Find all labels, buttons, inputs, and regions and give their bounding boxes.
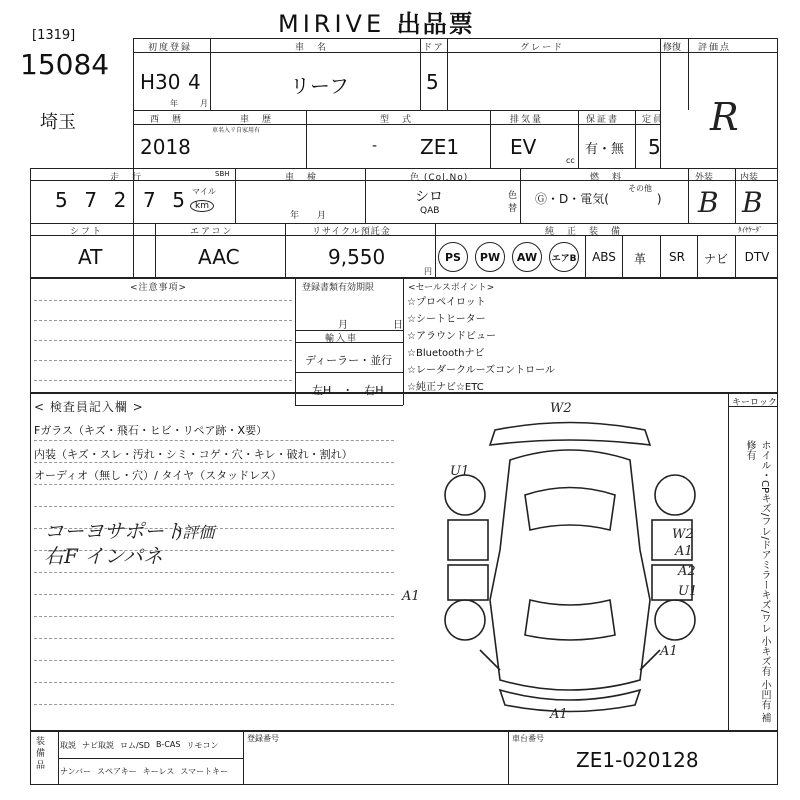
- sales-point: ☆純正ナビ☆ETC: [407, 382, 484, 393]
- mileage-digit: 7: [84, 188, 98, 212]
- sales-point: ☆Bluetoothナビ: [407, 348, 485, 359]
- acc-manual: 取説: [60, 741, 76, 750]
- yen-unit: 円: [424, 267, 432, 276]
- acc-rom-sd: ロム/SD: [120, 741, 150, 750]
- interior-grade: B: [742, 186, 763, 219]
- equip-sunroof: SR: [669, 250, 685, 264]
- lot-region: 埼玉: [40, 112, 76, 133]
- equip-dtv: DTV: [744, 250, 770, 264]
- acc-remote: リモコン: [186, 741, 219, 750]
- form-title: 出品票: [396, 10, 475, 38]
- label-sales-points: <セールスポイント>: [408, 283, 495, 293]
- label-history: 車 歴: [240, 115, 274, 125]
- equip-abs: ABS: [592, 250, 616, 264]
- mark-rear-bumper: A1: [660, 644, 678, 659]
- equip-pw: PW: [475, 242, 505, 272]
- color-code: QAB: [420, 206, 440, 216]
- doors-value: 5: [426, 70, 439, 94]
- label-reg-deadline: 登録書類有効期限: [302, 283, 375, 293]
- acc-smart-key: スマートキー: [180, 767, 229, 776]
- mileage-digit: 5: [55, 188, 68, 212]
- label-eval: 評価点: [698, 43, 732, 53]
- label-key-lock: キーロック: [732, 398, 777, 408]
- notes-grid: [30, 278, 778, 393]
- mark-left-front: U1: [450, 464, 470, 479]
- vertical-damage-note: ホイル・CPキズ/フレ/ドアミラーキズ/ワレ 小キズ有 小凹有 補修有: [744, 440, 770, 723]
- accessories-row-2: [60, 766, 228, 777]
- label-inspection: 車 検: [285, 173, 319, 183]
- mark-windshield: W2: [550, 401, 572, 416]
- mark-right-door: W2: [672, 527, 694, 542]
- fuel-other: その他: [628, 184, 652, 193]
- label-exterior: 外装: [695, 173, 714, 183]
- reg-day: 日: [393, 320, 403, 331]
- equip-ps: PS: [438, 242, 468, 272]
- capacity-value: 5: [648, 135, 661, 159]
- sales-point: ☆アラウンドビュー: [407, 331, 496, 342]
- mileage-digit: 7: [142, 188, 156, 212]
- equip-aw: AW: [512, 242, 542, 272]
- handle-side: 左H ・ 右H: [312, 384, 384, 397]
- exterior-grade: B: [698, 186, 719, 219]
- inspector-audio: オーディオ（無し・穴）/ タイヤ（スタッドレス）: [34, 469, 282, 482]
- cc-unit: cc: [566, 156, 575, 165]
- label-option: ﾀｲﾔｹｰﾀﾞ: [738, 226, 763, 234]
- acc-navi-manual: ナビ取説: [82, 741, 114, 750]
- sales-point: ☆プロペイロット: [407, 297, 486, 308]
- label-doors: ドア: [423, 43, 445, 53]
- label-capacity: 定員: [642, 115, 665, 125]
- inspector-interior: 内装（キズ・スレ・汚れ・シミ・コゲ・穴・キレ・破れ・割れ）: [34, 448, 353, 461]
- label-recycle: リサイクル預託金: [312, 227, 391, 237]
- sales-point: ☆シートヒーター: [407, 314, 486, 325]
- model-dash: -: [372, 138, 378, 154]
- accessories-row-1: [60, 740, 218, 751]
- label-aircon: エアコン: [190, 227, 234, 237]
- warranty-value: 有・無: [585, 142, 625, 157]
- label-year: 西 暦: [150, 115, 184, 125]
- first-reg-month: 4: [188, 70, 201, 94]
- car-damage-diagram: [402, 400, 720, 725]
- chassis-number: ZE1-020128: [576, 748, 699, 772]
- label-shift: シフト: [70, 227, 104, 237]
- brand-logo: [278, 4, 475, 39]
- label-mileage: 走 行: [110, 173, 144, 183]
- label-warranty: 保証書: [586, 115, 620, 125]
- mark-right-rear: A2: [678, 564, 696, 579]
- equip-airbag: エアB: [549, 242, 579, 272]
- label-car-name: 車 名: [295, 43, 329, 53]
- label-grade: グレード: [520, 43, 565, 53]
- label-chassis-no: 車台番号: [512, 734, 544, 743]
- handwritten-note-2: 右F インパネ: [44, 544, 163, 568]
- inspection-date: 年 月: [290, 211, 327, 221]
- inspector-glass: Fガラス（キズ・飛石・ヒビ・リペア跡・X要）: [34, 424, 268, 437]
- mile-unit: マイル: [192, 187, 216, 196]
- car-name: リーフ: [290, 74, 349, 98]
- acc-bcas: B-CAS: [155, 740, 181, 749]
- acc-spare-key: スペアキー: [97, 767, 137, 776]
- mark-rear: A1: [550, 707, 568, 722]
- brand-name: MIRIVE: [278, 10, 386, 38]
- model-value: ZE1: [420, 135, 460, 159]
- fuel-value: Ⓖ・D・電気( ): [535, 192, 662, 206]
- lot-number: 15084: [20, 48, 110, 81]
- label-register-no: 登録番号: [247, 734, 279, 743]
- sales-point: ☆レーダークルーズコントロール: [407, 365, 555, 376]
- mileage-digits: [55, 188, 185, 212]
- month-unit: 月: [200, 99, 208, 108]
- label-color: 色 (Col.No): [410, 173, 469, 183]
- handwritten-note-1: コーヨサポート: [44, 519, 184, 543]
- color-value: シロ: [415, 189, 443, 205]
- equip-leather: 革: [633, 252, 646, 266]
- label-fuel: 燃 料: [590, 173, 624, 183]
- equip-navi: ナビ: [703, 252, 728, 266]
- label-displacement: 排気量: [510, 115, 544, 125]
- year-value: 2018: [140, 135, 191, 159]
- shift-value: AT: [78, 245, 103, 269]
- label-inspector: < 検査員記入欄 >: [34, 400, 144, 414]
- recycle-value: 9,550: [328, 245, 386, 269]
- label-import: 輸入車: [325, 334, 359, 344]
- mark-left-rear: A1: [402, 589, 420, 604]
- handwritten-note-3: )評価: [176, 523, 215, 542]
- label-accessories: 装備品: [36, 737, 46, 771]
- year-unit: 年: [170, 99, 178, 108]
- label-history-sub: 車名入リ自家用有: [212, 127, 261, 134]
- label-mileage-unit: SBH: [215, 170, 230, 178]
- aircon-value: AAC: [198, 245, 240, 269]
- label-interior: 内装: [740, 173, 759, 183]
- import-dealer: ディーラー・並行: [305, 354, 393, 367]
- lot-code: [1319]: [32, 28, 76, 43]
- label-repair: 修復: [663, 43, 682, 53]
- first-reg-era: H30: [140, 70, 181, 94]
- label-first-reg: 初度登録: [148, 43, 193, 53]
- acc-keyless: キーレス: [142, 767, 175, 776]
- mark-right-door-2: A1: [675, 544, 693, 559]
- mark-right-wheel: U1: [678, 584, 698, 599]
- reg-month: 月: [338, 320, 348, 331]
- label-model: 型 式: [380, 115, 414, 125]
- label-notes: <注意事項>: [130, 283, 188, 293]
- mileage-digit: 2: [113, 188, 127, 212]
- eval-score: R: [710, 95, 739, 139]
- km-unit-circle: km: [190, 200, 214, 212]
- acc-number: ナンバー: [60, 767, 92, 776]
- sales-points-list: [407, 294, 555, 396]
- color-change-label: 色替: [508, 191, 518, 214]
- label-equipment: 純 正 装 備: [545, 227, 623, 237]
- displacement-value: EV: [510, 135, 537, 159]
- mileage-digit: 5: [172, 188, 185, 212]
